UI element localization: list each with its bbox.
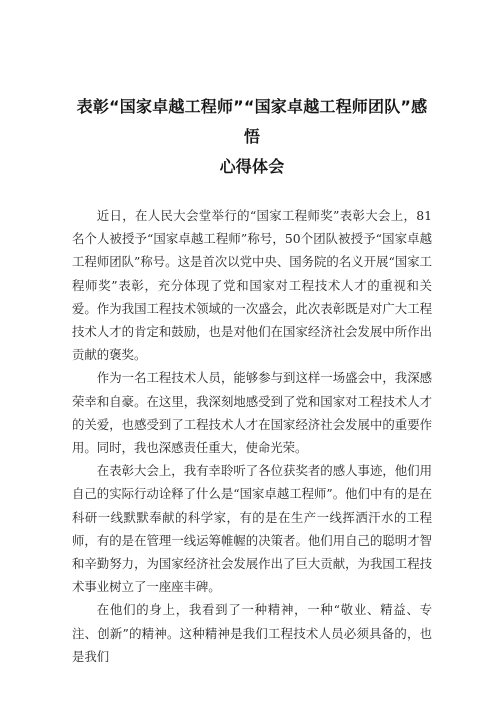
paragraph-3: 在表彰大会上，我有幸聆听了各位获奖者的感人事迹，他们用自己的实际行动诠释了什么是“国家卓越工程师”。他们中有的是在科研一线默默奉献的科学家，有的是在生产一线挥洒汗水的工程师，有的是在管理一线运筹帷幄的决策者。他们用自己的聪明才智和辛勤努力，为国家经济社会发展作出了巨大贡献，为我国工程技术事业树立了一座座丰碑。 (72, 463, 432, 595)
document-body (72, 204, 432, 668)
paragraph-1: 近日，在人民大会堂举行的“国家工程师奖”表彰大会上，81名个人被授予“国家卓越工程师”称号，50个团队被授予“国家卓越工程师团队”称号。这是首次以党中央、国务院的名义开展“国家工程师奖”表彰，充分体现了党和国家对工程技术人才的重视和关爱。作为我国工程技术领域的一次盛会，此次表彰既是对广大工程技术人才的肯定和鼓励，也是对他们在国家经济社会发展中所作出贡献的褒奖。 (72, 208, 432, 363)
title-line-1: 表彰“国家卓越工程师”“国家卓越工程师团队”感悟 (76, 97, 428, 146)
document-title (72, 92, 432, 182)
paragraph-4: 在他们的身上，我看到了一种精神，一种“敬业、精益、专注、创新”的精神。这种精神是我们工程技术人员必须具备的，也是我们 (72, 602, 432, 664)
paragraph-2: 作为一名工程技术人员，能够参与到这样一场盛会中，我深感荣幸和自豪。在这里，我深刻地感受到了党和国家对工程技术人才的关爱，也感受到了工程技术人才在国家经济社会发展中的重要作用。同时，我也深感责任重大，使命光荣。 (72, 370, 432, 456)
title-line-2: 心得体会 (219, 157, 285, 176)
